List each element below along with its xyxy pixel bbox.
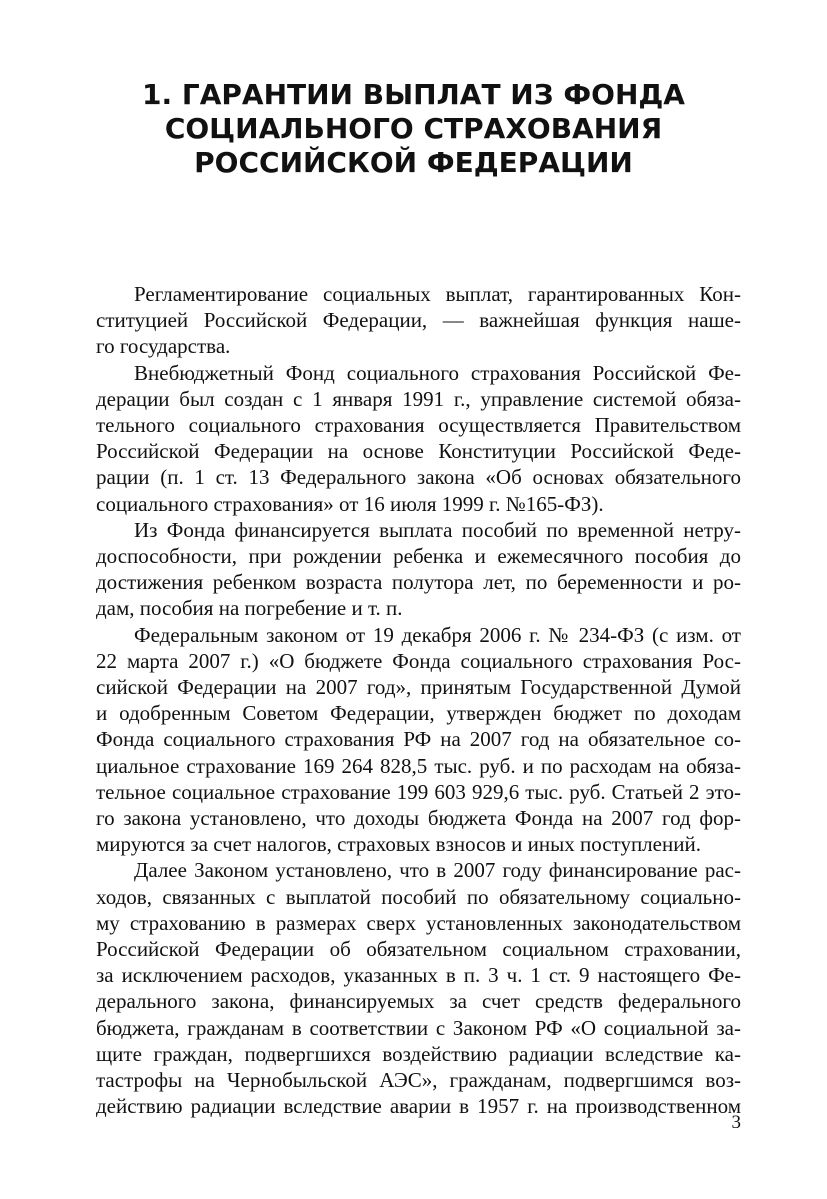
paragraph-line: и одобренным Советом Федерации, утвержден бюджет по доходам	[96, 701, 741, 726]
paragraph-line: Фонда социального страхования РФ на 2007 год на обязательное со-	[96, 727, 741, 752]
chapter-title	[96, 78, 731, 180]
paragraph	[96, 857, 741, 1119]
paragraph	[96, 517, 741, 622]
paragraph-line: Российской Федерации об обязательном социальном страховании,	[96, 937, 741, 962]
paragraph-line: Федеральным законом от 19 декабря 2006 г. № 234-ФЗ (с изм. от	[134, 622, 741, 647]
paragraph-line: Из Фонда финансируется выплата пособий по временной нетру-	[134, 517, 741, 542]
paragraph-line: социального страхования» от 16 июля 1999 г. №165-ФЗ).	[96, 491, 604, 516]
paragraph-line: Российской Федерации на основе Конституции Российской Феде-	[96, 439, 741, 464]
paragraph-line: рации (п. 1 ст. 13 Федерального закона «Об основах обязательного	[96, 465, 741, 490]
paragraph-line: го закона установлено, что доходы бюджета Фонда на 2007 год фор-	[96, 806, 741, 831]
paragraph-line: мируются за счет налогов, страховых взносов и иных поступлений.	[96, 832, 701, 857]
chapter-title-line: СОЦИАЛЬНОГО СТРАХОВАНИЯ	[164, 112, 663, 145]
paragraph-line: тельного социального страхования осуществляется Правительством	[96, 413, 741, 438]
paragraph-line: ходов, связанных с выплатой пособий по обязательному социально-	[96, 884, 741, 909]
paragraph-line: дерального закона, финансируемых за счет средств федерального	[96, 989, 741, 1014]
paragraph-line: Внебюджетный Фонд социального страхования Российской Фе-	[134, 360, 741, 385]
paragraph	[96, 360, 741, 517]
paragraph-line: 22 марта 2007 г.) «О бюджете Фонда социального страхования Рос-	[96, 648, 741, 673]
paragraph-line: за исключением расходов, указанных в п. 3 ч. 1 ст. 9 настоящего Фе-	[96, 963, 741, 988]
chapter-title-line: РОССИЙСКОЙ ФЕДЕРАЦИИ	[194, 146, 633, 179]
paragraph-line: дерации был создан с 1 января 1991 г., управление системой обяза-	[96, 386, 741, 411]
paragraph-line: ституцией Российской Федерации, — важнейшая функция наше-	[96, 308, 741, 333]
paragraph-line: действию радиации вследствие аварии в 1957 г. на производственном	[96, 1094, 741, 1119]
paragraph-line: го государства.	[96, 334, 231, 359]
paragraph-line: тастрофы на Чернобыльской АЭС», гражданам, подвергшимся воз-	[96, 1068, 741, 1093]
paragraph-line: му страхованию в размерах сверх установленных законодательством	[96, 910, 741, 935]
paragraph-line: тельное социальное страхование 199 603 929,6 тыс. руб. Статьей 2 это-	[96, 779, 741, 804]
paragraph-line: Далее Законом установлено, что в 2007 году финансирование рас-	[134, 858, 741, 883]
paragraph	[96, 281, 741, 360]
paragraph-line: сийской Федерации на 2007 год», принятым Государственной Думой	[96, 675, 741, 700]
page-number: 3	[731, 1112, 741, 1133]
paragraph	[96, 622, 741, 858]
chapter-title-line: 1. ГАРАНТИИ ВЫПЛАТ ИЗ ФОНДА	[142, 78, 685, 111]
paragraph-line: дам, пособия на погребение и т. п.	[96, 596, 403, 621]
paragraph-line: Регламентирование социальных выплат, гарантированных Кон-	[134, 282, 741, 306]
paragraph-line: бюджета, гражданам в соответствии с Законом РФ «О социальной за-	[96, 1015, 741, 1040]
paragraph-line: щите граждан, подвергшихся воздействию радиации вследствие ка-	[96, 1041, 741, 1066]
paragraph-line: достижения ребенком возраста полутора лет, по беременности и ро-	[96, 570, 741, 595]
body-text	[96, 281, 741, 1120]
paragraph-line: циальное страхование 169 264 828,5 тыс. руб. и по расходам на обяза-	[96, 753, 741, 778]
paragraph-line: доспособности, при рождении ребенка и ежемесячного пособия до	[96, 544, 741, 569]
